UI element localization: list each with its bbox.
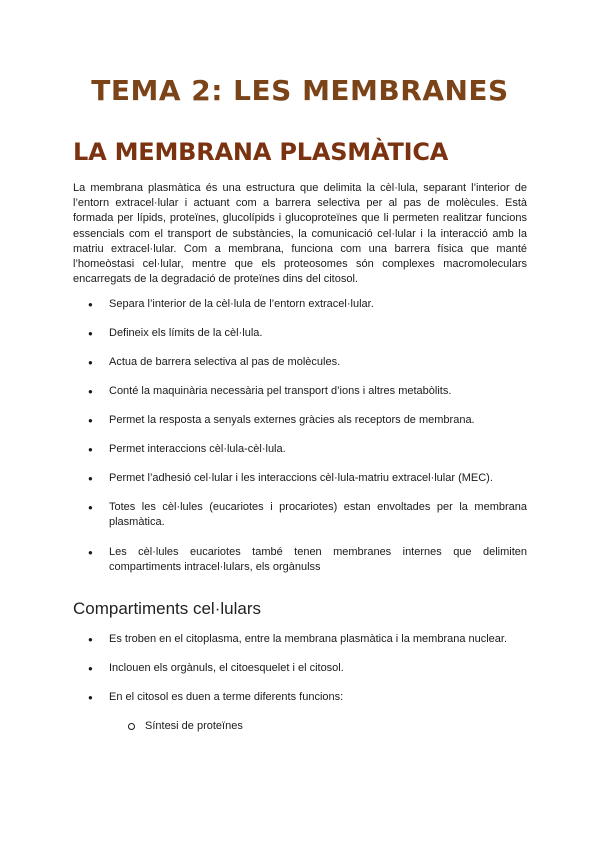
- list-item: ● Permet la resposta a senyals externes gràcies als receptors de membrana.: [73, 413, 527, 428]
- list-item: ● Defineix els límits de la cèl·lula.: [73, 326, 527, 341]
- bullet-list: [73, 442, 527, 457]
- bullet-list: [73, 297, 527, 312]
- bullet-list: [73, 545, 527, 575]
- intro-paragraph: La membrana plasmàtica és una estructura que delimita la cèl·lula, separant l’interior de l’entorn extracel·lular i actuant com a barrera selectiva per al pas de molècules. Està formada per lípids, proteïnes, glucolípids i glucoproteïnes que li permeten realitzar funcions essencials com el transport de substàncies, la comunicació cel·lular i la interacció amb la matriu extracel·lular. Com a membrana, funciona com una barrera física que manté l’homeòstasi cel·lular, mentre que els proteosomes són complexes macromoleculars encarregats de la degradació de proteïnes dins del citosol.: [73, 182, 527, 286]
- sub-list-item: [145, 719, 243, 734]
- list-item: ● Permet l’adhesió cel·lular i les interaccions cèl·lula-matriu extracel·lular (MEC).: [73, 471, 527, 486]
- section-title: LA MEMBRANA PLASMÀTICA: [73, 138, 449, 166]
- list-item: ● Conté la maquinària necessària pel transport d’ions i altres metabòlits.: [73, 384, 527, 399]
- bullet-list: [73, 355, 527, 370]
- bullet-list: [73, 632, 527, 647]
- sub-list-item-text: Síntesi de proteïnes: [145, 720, 243, 732]
- list-item: ● Totes les cèl·lules (eucariotes i procariotes) estan envoltades per la membrana plasmàtica.: [73, 500, 527, 530]
- bullet-list: [73, 661, 527, 676]
- list-item: ● En el citosol es duen a terme diferents funcions:: [73, 690, 527, 705]
- bullet-list: [73, 326, 527, 341]
- bullet-list: [73, 471, 527, 486]
- bullet-list: [73, 500, 527, 530]
- document-title: TEMA 2: LES MEMBRANES: [91, 74, 509, 107]
- subheading-compartments: Compartiments cel·lulars: [73, 599, 261, 618]
- hollow-circle-bullet-icon: [128, 723, 135, 730]
- list-item: ● Actua de barrera selectiva al pas de molècules.: [73, 355, 527, 370]
- list-item: ● Les cèl·lules eucariotes també tenen membranes internes que delimiten compartiments intracel·lulars, els orgànulss: [73, 545, 527, 575]
- sub-bullet-list: [145, 719, 243, 734]
- list-item: ● Separa l’interior de la cèl·lula de l’entorn extracel·lular.: [73, 297, 527, 312]
- list-item: ● Inclouen els orgànuls, el citoesquelet i el citosol.: [73, 661, 527, 676]
- list-item: ● Es troben en el citoplasma, entre la membrana plasmàtica i la membrana nuclear.: [73, 632, 527, 647]
- list-item: ● Permet interaccions cèl·lula-cèl·lula.: [73, 442, 527, 457]
- bullet-list: [73, 690, 527, 705]
- bullet-list: [73, 413, 527, 428]
- bullet-list: [73, 384, 527, 399]
